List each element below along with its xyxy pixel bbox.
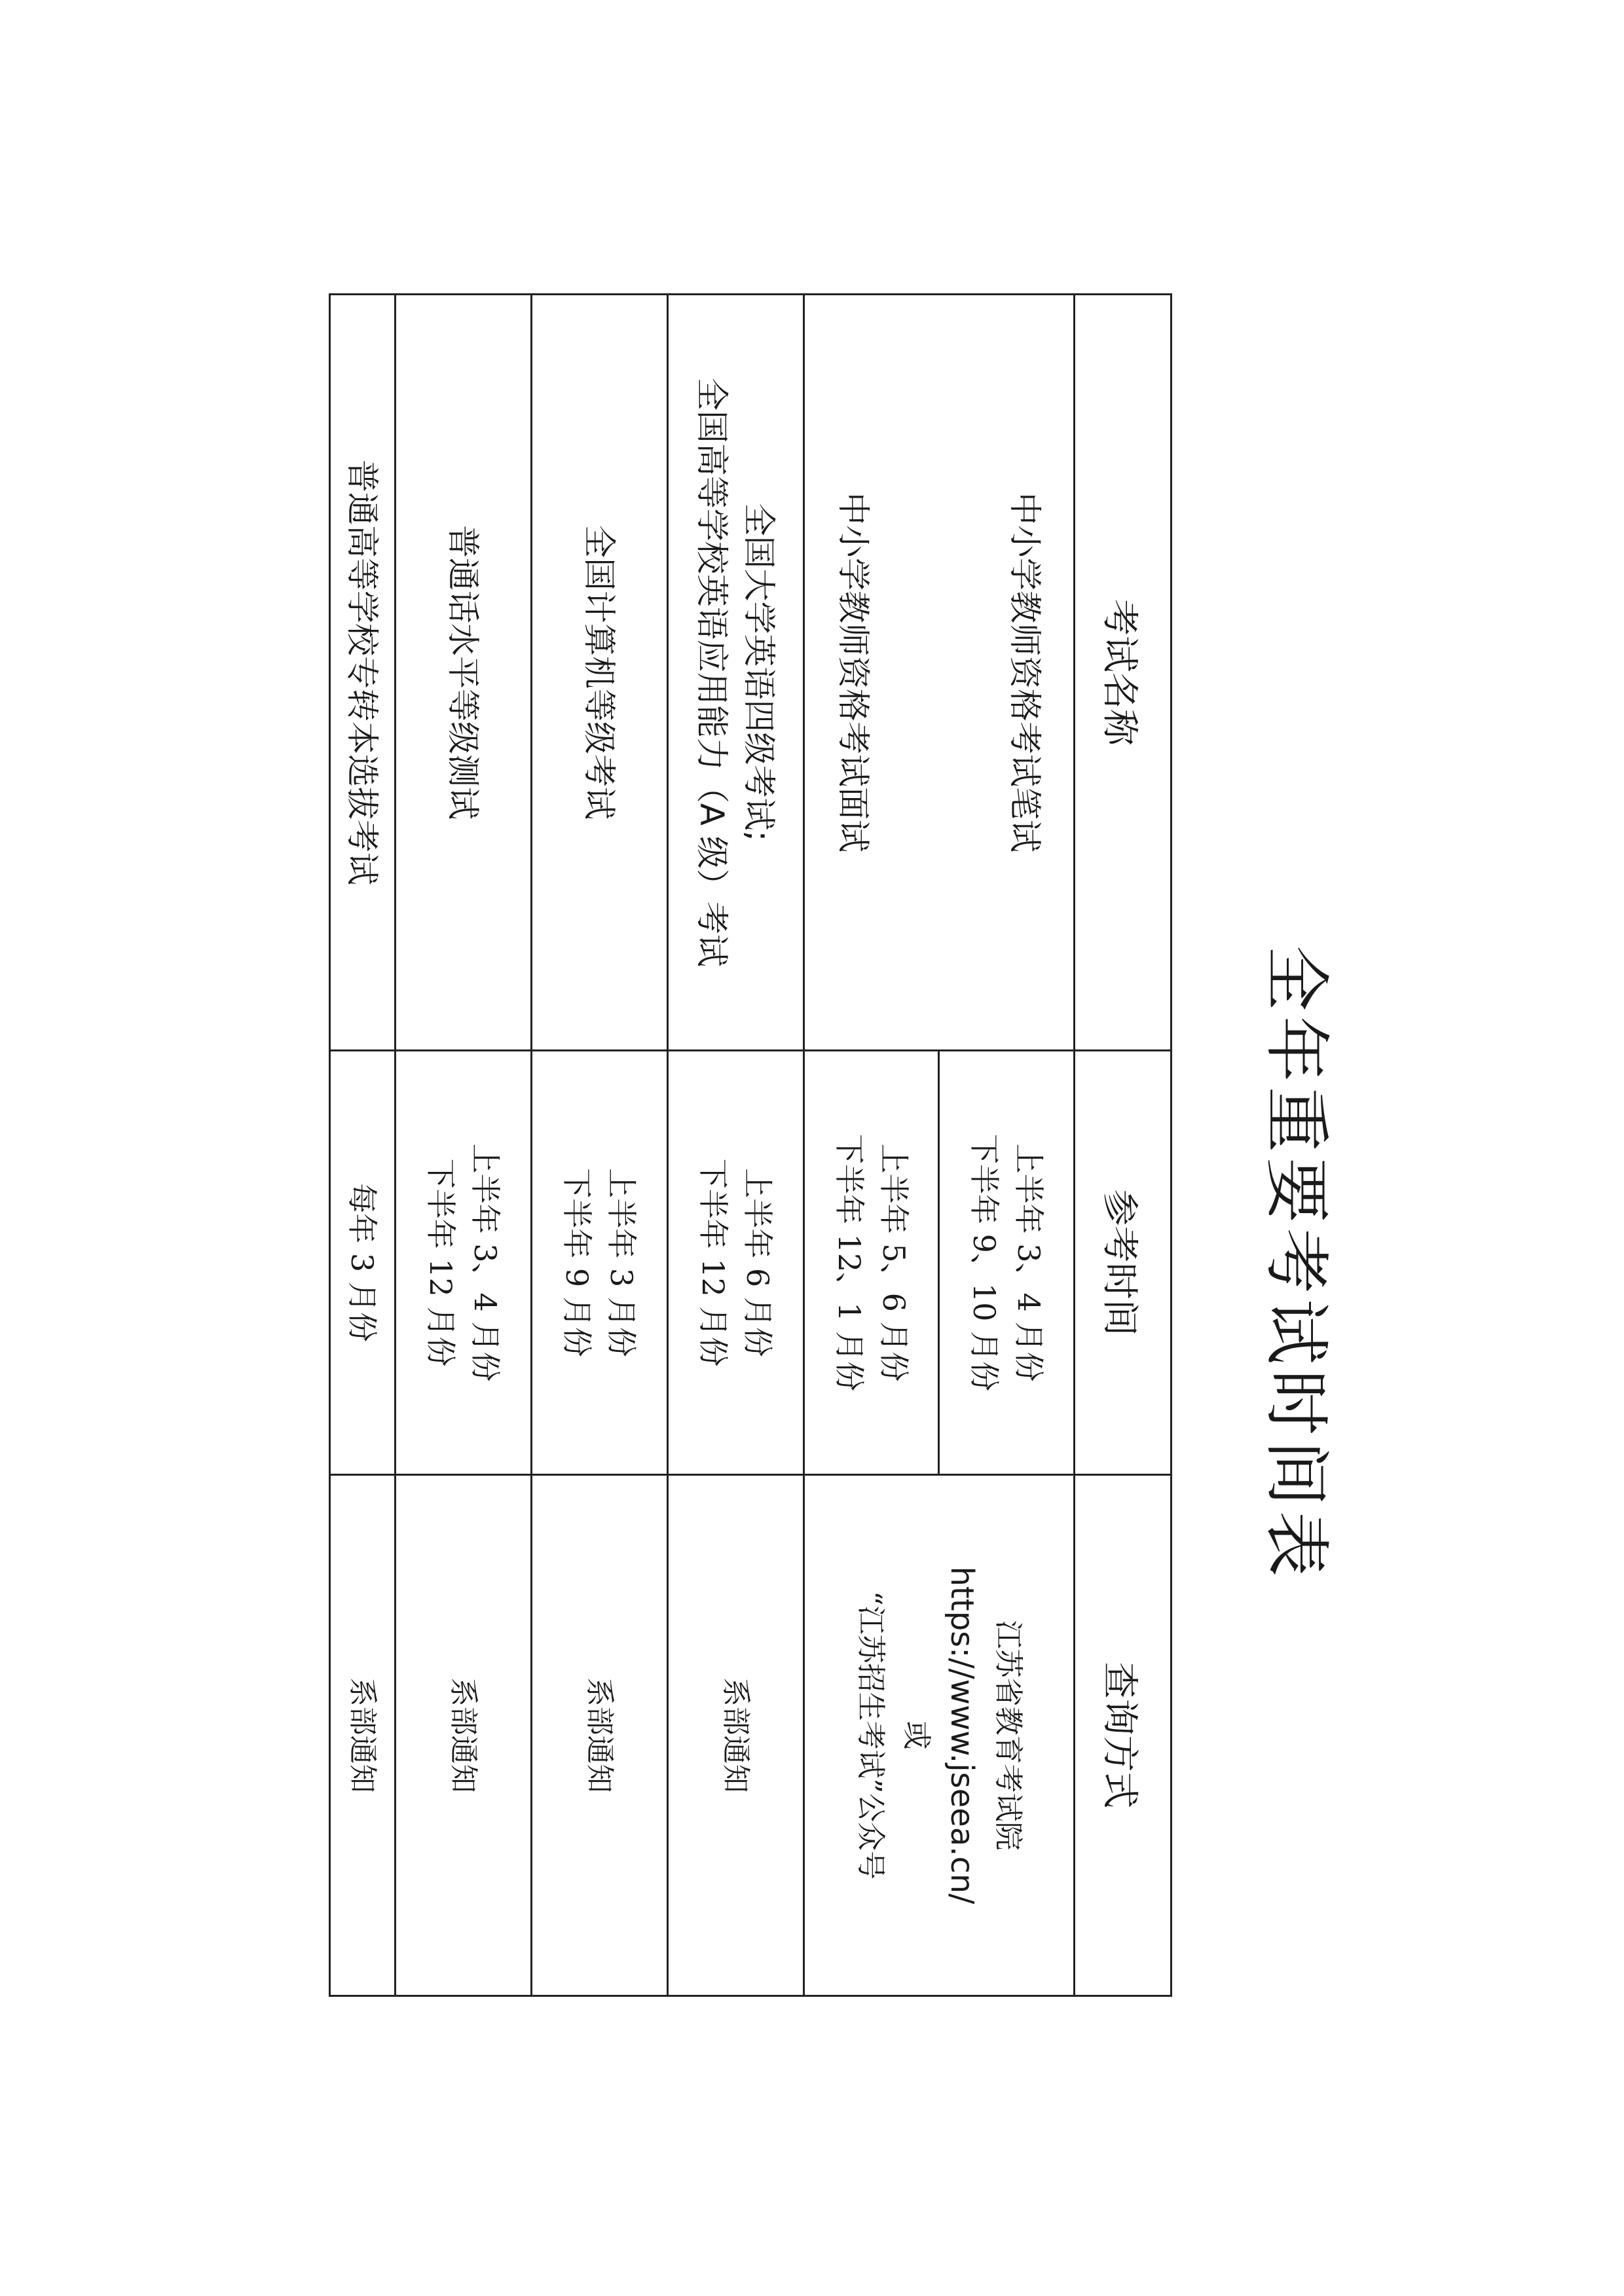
table-row <box>396 295 532 1996</box>
time-line: 上半年 5、6 月份 <box>876 1143 912 1382</box>
query-line: 江苏省教育考试院 <box>991 1620 1025 1851</box>
exam-name: 中小学教师资格考试面试 <box>834 492 872 852</box>
exam-name: 中小学教师资格考试笔试 <box>1006 492 1044 852</box>
time-cell: 每年 3 月份 <box>330 1051 396 1475</box>
query-cell <box>804 1475 1075 1996</box>
time-cell <box>532 1051 668 1475</box>
exam-name-cell <box>668 295 804 1051</box>
query-cell: 系部通知 <box>668 1475 804 1996</box>
query-cell: 系部通知 <box>396 1475 532 1996</box>
time-cell <box>396 1051 532 1475</box>
exam-name-cell <box>804 295 1075 1051</box>
time-line: 上半年 3 月份 <box>604 1168 640 1357</box>
time-line: 上半年 6 月份 <box>740 1168 776 1357</box>
table-row <box>804 295 1075 1996</box>
query-cell: 系部通知 <box>330 1475 396 1996</box>
time-line: 下半年 9 月份 <box>559 1168 595 1357</box>
exam-schedule-table <box>329 293 1172 1997</box>
time-line: 下半年 12 月份 <box>423 1158 459 1367</box>
time-subcell <box>804 1051 1075 1475</box>
table-row <box>668 295 804 1996</box>
time-subtable <box>805 1051 1073 1474</box>
exam-name-cell: 全国计算机等级考试 <box>532 295 668 1051</box>
time-cell <box>939 1051 1073 1474</box>
time-line: 下半年 12、1 月份 <box>831 1133 867 1392</box>
query-line: 或 <box>900 1721 933 1750</box>
table-row <box>330 295 396 1996</box>
document-title: 全年重要考试时间表 <box>1258 945 1335 1582</box>
time-cell <box>668 1051 804 1475</box>
time-line: 上半年 3、4 月份 <box>468 1143 504 1382</box>
table-header-row <box>1075 295 1172 1996</box>
header-exam-name: 考试名称 <box>1075 295 1172 1051</box>
query-line: “江苏招生考试”公众号 <box>854 1591 887 1880</box>
exam-name-cell: 普通高等学校专转本选拔考试 <box>330 295 396 1051</box>
time-line: 上半年 3、4 月份 <box>1011 1143 1047 1382</box>
exam-name-cell: 普通话水平等级测试 <box>396 295 532 1051</box>
table-row <box>532 295 668 1996</box>
jseea-url-link[interactable]: https://www.jseea.cn/ <box>944 1566 980 1904</box>
time-line: 下半年 9、10 月份 <box>967 1133 1003 1392</box>
header-reference-time: 参考时间 <box>1075 1051 1172 1475</box>
exam-name: 全国高等学校英语应用能力（A 级）考试 <box>693 377 731 968</box>
time-line: 下半年 12 月份 <box>695 1158 731 1367</box>
query-cell: 系部通知 <box>532 1475 668 1996</box>
exam-name: 全国大学英语四级考试; <box>740 503 779 842</box>
header-query-method: 查询方式 <box>1075 1475 1172 1996</box>
time-cell <box>805 1051 939 1474</box>
